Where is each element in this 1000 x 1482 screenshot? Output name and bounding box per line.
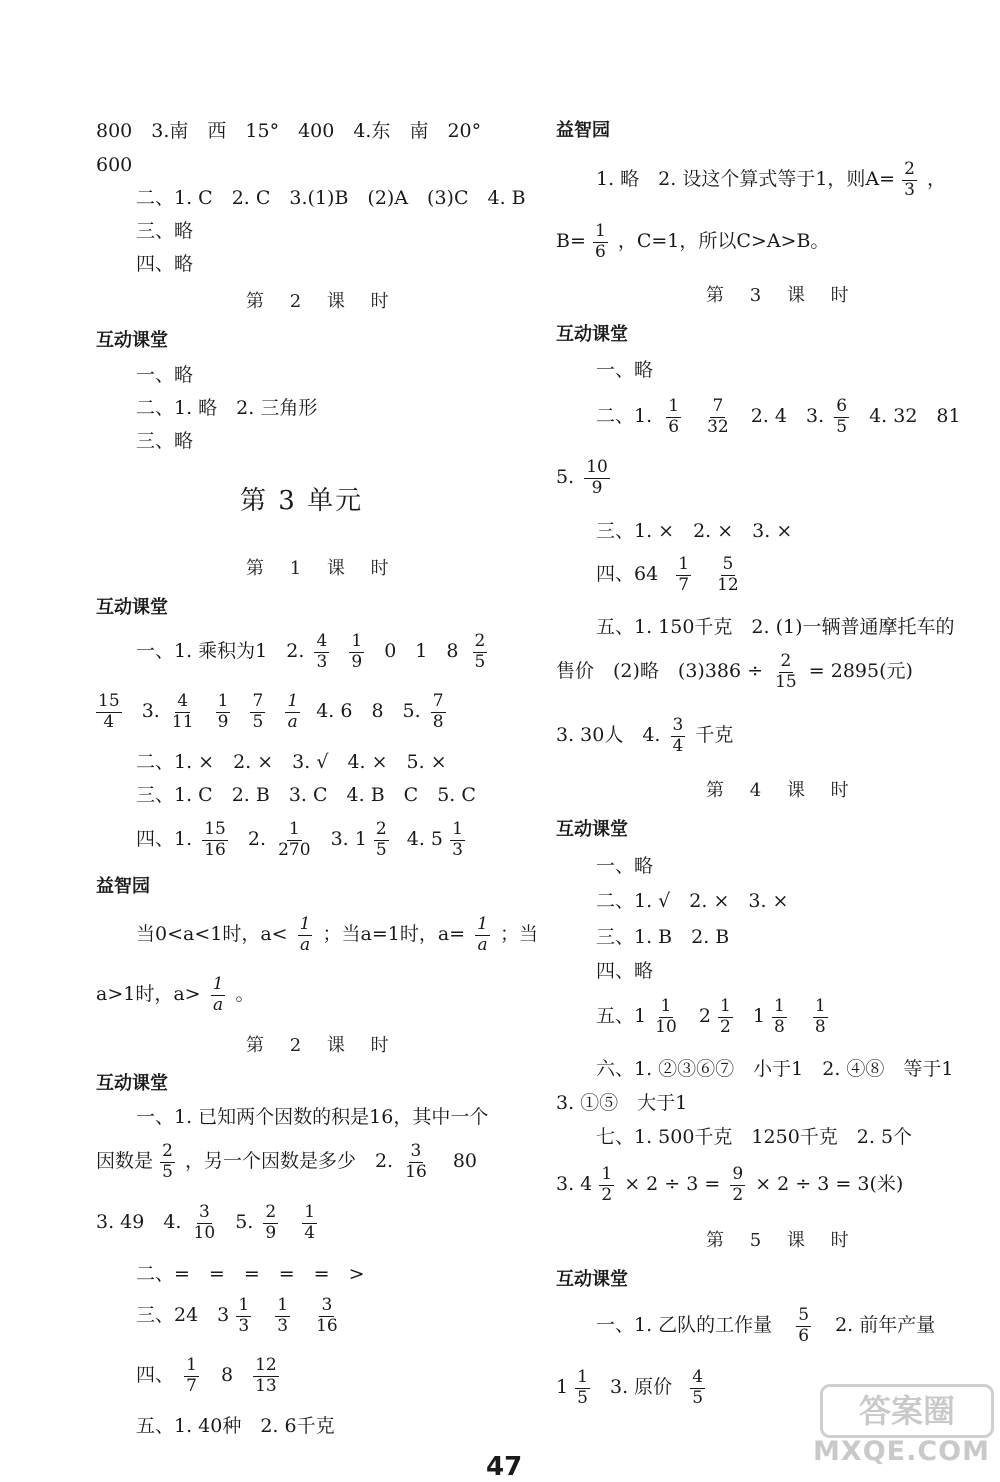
- fraction: $\frac{1}{7}$: [678, 554, 690, 595]
- fraction: $\frac{3}{4}$: [672, 715, 684, 756]
- fraction: $\frac{4}{5}$: [692, 1367, 704, 1408]
- page-number: 47: [486, 1452, 523, 1482]
- section-heading: 益智园: [556, 120, 610, 141]
- answer-line: 三、略: [136, 220, 194, 242]
- answer-line: 四、略: [136, 253, 194, 275]
- fraction: $\frac{1}{7}$: [186, 1355, 197, 1396]
- fraction: $\frac{7}{5}$: [252, 691, 264, 732]
- fraction: $\frac{1}{5}$: [577, 1367, 588, 1408]
- answer-line: 一、略: [136, 364, 194, 386]
- fraction: $\frac{1}{8}$: [773, 996, 785, 1037]
- fraction: $\frac{15}{4}$: [98, 691, 120, 732]
- section-heading: 互动课堂: [96, 330, 168, 351]
- answer-line: 3. 4 $\frac{1}{2}$ × 2 ÷ 3 = $\frac{9}{2}$ × 2 ÷ 3 = 3(米): [556, 1164, 904, 1205]
- answer-line: 一、略: [596, 855, 654, 877]
- fraction: $\frac{9}{2}$: [732, 1164, 744, 1205]
- fraction: $\frac{1}{8}$: [814, 996, 826, 1037]
- answer-line: 二、1. √ 2. × 3. ×: [596, 890, 789, 912]
- fraction: $\frac{4}{11}$: [171, 691, 194, 732]
- section-heading: 互动课堂: [556, 324, 628, 345]
- answer-line: 五、1. 150千克 2. (1)一辆普通摩托车的: [596, 616, 955, 638]
- lesson-heading: 第 5 课 时: [706, 1230, 859, 1251]
- fraction: $\frac{1}{3}$: [277, 1295, 289, 1336]
- answer-line: 售价 (2)略 (3)386 ÷ $\frac{2}{15}$ = 2895(元): [556, 651, 913, 692]
- fraction: $\frac{3}{10}$: [193, 1202, 216, 1243]
- answer-line: 因数是 $\frac{2}{5}$ ，另一个因数是多少 2. $\frac{3}{16}$ 80: [96, 1141, 477, 1182]
- lesson-heading: 第 2 课 时: [246, 1035, 399, 1056]
- fraction: $\frac{1}{6}$: [668, 396, 680, 437]
- fraction: $\frac{2}{15}$: [775, 651, 797, 692]
- answer-line: $\frac{15}{4}$ 3. $\frac{4}{11}$ $\frac{1}{9}$ $\frac{7}{5}$ $\frac{1}{a}$ 4. 6 8 5. $\frac{7}{8}$: [98, 691, 444, 732]
- fraction: $\frac{2}{5}$: [162, 1141, 173, 1182]
- answer-line: 三、1. C 2. B 3. C 4. B C 5. C: [136, 784, 476, 806]
- section-heading: 互动课堂: [556, 1269, 628, 1290]
- watermark-url: MXQE.COM: [813, 1436, 990, 1467]
- lesson-heading: 第 4 课 时: [706, 780, 859, 801]
- answer-line: 一、略: [596, 359, 654, 381]
- answer-line: 四、 $\frac{1}{7}$ 8 $\frac{12}{13}$: [136, 1355, 277, 1396]
- answer-line: 二、1. C 2. C 3.(1)B (2)A (3)C 4. B: [136, 187, 526, 209]
- answer-line: 二、= = = = = >: [136, 1263, 365, 1285]
- fraction: $\frac{4}{3}$: [316, 631, 328, 672]
- fraction: $\frac{1}{a}$: [212, 974, 224, 1015]
- watermark-logo: 答案圈: [820, 1384, 994, 1438]
- fraction: $\frac{1}{2}$: [719, 996, 731, 1037]
- answer-line: 600: [96, 154, 133, 176]
- fraction: $\frac{2}{5}$: [375, 819, 387, 860]
- answer-line: a>1时，a> $\frac{1}{a}$ 。: [96, 974, 255, 1015]
- fraction: $\frac{1}{9}$: [217, 691, 229, 732]
- answer-line: 四、1. $\frac{15}{16}$ 2. $\frac{1}{270}$ 3. 1 $\frac{2}{5}$ 4. 5 $\frac{1}{3}$: [136, 819, 463, 860]
- fraction: $\frac{10}{9}$: [586, 457, 608, 498]
- answer-line: 三、24 3 $\frac{1}{3}$ $\frac{1}{3}$ $\frac{3}{16}$: [136, 1295, 338, 1336]
- section-heading: 益智园: [96, 876, 150, 897]
- answer-line: 七、1. 500千克 1250千克 2. 5个: [596, 1126, 913, 1148]
- section-heading: 互动课堂: [96, 1073, 168, 1094]
- answer-line: 一、1. 已知两个因数的积是16，其中一个: [136, 1106, 489, 1128]
- answer-line: 一、1. 乙队的工作量 $\frac{5}{6}$ 2. 前年产量: [596, 1305, 936, 1346]
- fraction: $\frac{1}{270}$: [278, 819, 311, 860]
- unit-title: 第 3 单元: [240, 486, 364, 516]
- fraction: $\frac{6}{5}$: [836, 396, 848, 437]
- answer-line: 一、1. 乘积为1 2. $\frac{4}{3}$ $\frac{1}{9}$ 0 1 8 $\frac{2}{5}$: [136, 631, 486, 672]
- fraction: $\frac{5}{6}$: [798, 1305, 810, 1346]
- answer-line: 3. 30人 4. $\frac{3}{4}$ 千克: [556, 715, 734, 756]
- answer-line: 3. 49 4. $\frac{3}{10}$ 5. $\frac{2}{9}$ $\frac{1}{4}$: [96, 1202, 316, 1243]
- answer-line: 1 $\frac{1}{5}$ 3. 原价 $\frac{4}{5}$: [556, 1367, 704, 1408]
- answer-line: 三、略: [136, 430, 194, 452]
- fraction: $\frac{2}{9}$: [265, 1202, 277, 1243]
- fraction: $\frac{12}{13}$: [255, 1355, 277, 1396]
- fraction: $\frac{5}{12}$: [717, 554, 739, 595]
- fraction: $\frac{3}{16}$: [316, 1295, 338, 1336]
- fraction: $\frac{3}{16}$: [405, 1141, 427, 1182]
- answer-line: 二、1. × 2. × 3. √ 4. × 5. ×: [136, 751, 447, 773]
- fraction: $\frac{1}{3}$: [238, 1295, 250, 1336]
- fraction: $\frac{15}{16}$: [204, 819, 226, 860]
- answer-line: 二、1. 略 2. 三角形: [136, 397, 318, 419]
- answer-line: 当0<a<1时，a< $\frac{1}{a}$ ；当a=1时，a= $\frac{1}{a}$ ；当: [136, 914, 539, 955]
- answer-line: 六、1. ②③⑥⑦ 小于1 2. ④⑧ 等于1: [596, 1058, 954, 1080]
- fraction: $\frac{1}{4}$: [304, 1202, 316, 1243]
- answer-line: B= $\frac{1}{6}$ ，C=1，所以C>A>B。: [556, 221, 830, 262]
- fraction: $\frac{1}{9}$: [351, 631, 363, 672]
- section-heading: 互动课堂: [96, 597, 168, 618]
- fraction: $\frac{1}{a}$: [299, 914, 311, 955]
- answer-line: 五、1. 40种 2. 6千克: [136, 1415, 335, 1437]
- answer-line: 三、1. × 2. × 3. ×: [596, 520, 793, 542]
- answer-line: 1. 略 2. 设这个算式等于1，则A= $\frac{2}{3}$ ，: [596, 159, 947, 200]
- fraction: $\frac{2}{3}$: [904, 159, 915, 200]
- answer-line: 二、1. $\frac{1}{6}$ $\frac{7}{32}$ 2. 4 3. $\frac{6}{5}$ 4. 32 81: [596, 396, 961, 437]
- section-heading: 互动课堂: [556, 819, 628, 840]
- lesson-heading: 第 2 课 时: [246, 291, 399, 312]
- answer-line: 五、1 $\frac{1}{10}$ 2 $\frac{1}{2}$ 1 $\frac{1}{8}$ $\frac{1}{8}$: [596, 996, 826, 1037]
- fraction: $\frac{1}{10}$: [655, 996, 677, 1037]
- fraction: $\frac{1}{a}$: [477, 914, 488, 955]
- lesson-heading: 第 1 课 时: [246, 558, 399, 579]
- answer-line: 3. ①⑤ 大于1: [556, 1092, 688, 1114]
- fraction: $\frac{1}{3}$: [452, 819, 463, 860]
- fraction: $\frac{1}{2}$: [601, 1164, 613, 1205]
- answer-line: 四、略: [596, 960, 654, 982]
- answer-line: 800 3.南 西 15° 400 4.东 南 20°: [96, 120, 482, 142]
- fraction: $\frac{2}{5}$: [474, 631, 486, 672]
- fraction: $\frac{1}{6}$: [594, 221, 606, 262]
- fraction: $\frac{7}{8}$: [432, 691, 444, 732]
- lesson-heading: 第 3 课 时: [706, 285, 859, 306]
- answer-line: 三、1. B 2. B: [596, 926, 730, 948]
- answer-line: 5. $\frac{10}{9}$: [556, 457, 608, 498]
- fraction: $\frac{1}{a}$: [287, 691, 299, 732]
- fraction: $\frac{7}{32}$: [707, 396, 729, 437]
- answer-line: 四、64 $\frac{1}{7}$ $\frac{5}{12}$: [596, 554, 739, 595]
